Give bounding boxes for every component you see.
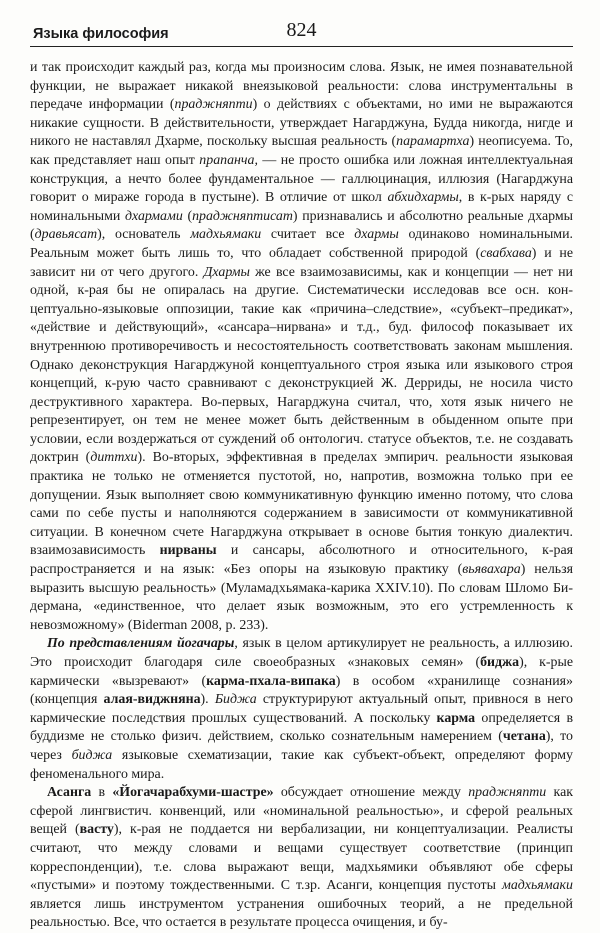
- emphasized-term: Дхармы: [203, 264, 250, 280]
- emphasized-term: абхидхармы: [387, 190, 459, 206]
- text-run: и так происходит каждый раз, когда мы произносим слова. Язык, не имея познавательной функции, не выражает никакой внеязыковой реальности: слова инструментальны в передаче информации (: [30, 60, 573, 113]
- paragraph: [30, 635, 573, 784]
- body-text: [30, 59, 573, 933]
- text-run: ) признавались и абсолютно реальные дхармы (: [30, 208, 573, 243]
- emphasized-term: четана: [502, 729, 546, 745]
- text-run: структурируют актуальный опыт, привнося в него кармические последствия прошлых существований. А поскольку: [30, 692, 574, 726]
- text-run: считает все: [261, 227, 355, 243]
- emphasized-term: «Йогачарабхуми-шастре»: [112, 785, 274, 801]
- text-run: ) в особом «хранилище сознания» (концепция: [30, 673, 573, 708]
- emphasized-term: свабхава: [480, 245, 532, 261]
- text-run: языковые схематизации, такие как субъект-объект, определяют форму феноменального мира.: [30, 747, 573, 782]
- header-rule: [30, 46, 573, 47]
- text-run: ), к-рая не поддается ни вербализации, ни концептуализации. Реалисты считают, что между словами и вещами существует соответствие (принцип корреспонденции), т.е. слова выражают вещи, мадхьямики объявляют обе сферы «пустыми» и поэтому тождественными. С т.зр. Асанги, концепция пустоты: [30, 822, 573, 894]
- emphasized-term: прапанча,: [199, 152, 258, 168]
- emphasized-term: дравьясат: [34, 227, 98, 243]
- emphasized-term: карма: [436, 710, 476, 726]
- emphasized-term: васту: [79, 822, 114, 838]
- text-run: — не просто ошибка или ложная интеллектуальная конструкция, а нечто более фундаментальное — галлюцинация, иллюзия (Нагарджуна говорит о мираже города в пустыне). В отличие от школ: [30, 152, 573, 206]
- text-run: является лишь инструментом устранения ошибочных теорий, а не предельной реальностью. Все, что остается в результате процесса очищения, и бу-: [30, 896, 573, 931]
- emphasized-term: вьявахара: [462, 562, 521, 578]
- text-run: ), основатель: [97, 227, 191, 243]
- emphasized-term: алая-виджняна: [103, 692, 201, 708]
- section-title: Языка философия: [33, 26, 169, 42]
- text-run: ), то через: [30, 729, 573, 763]
- emphasized-term: дхармы: [354, 227, 399, 243]
- text-run: ) о действиях с объектами, но ими не выражаются никакие сущности. В действительности, утверждает Нагарджуна, Будда никогда, нигде и никого не наставлял Дхарме, поскольку высшая реальность (: [30, 97, 573, 150]
- text-run: ) неописуема. То, как представляет наш опыт: [30, 134, 573, 168]
- emphasized-term: праджняптисат: [192, 208, 293, 224]
- emphasized-term: биджа: [480, 655, 520, 670]
- text-run: (: [182, 208, 193, 224]
- text-run: , в к-рых наряду с номинальными: [30, 190, 573, 224]
- emphasized-term: нирваны: [159, 543, 217, 559]
- text-run: ). Во-вторых, эффективная в пределах эмпирич. реальности языковая практика не только не отменяется пустотой, но, напротив, возможна только при ее допущении. Язык выполняет свою коммуникативную функцию именно потому, что слова сами по себе пусты и наполняются содержанием в зависимости от коммуникативной ситуации. В конечном счете Нагарджуна открывает в основе бытия тонкую диалектич. взаимозависимость: [30, 450, 573, 559]
- running-head: [30, 0, 573, 50]
- emphasized-term: мадхьямаки: [190, 227, 262, 243]
- emphasized-term: парамартха: [396, 134, 470, 150]
- text-run: же все взаимозависимы, как и концепции — нет ни одной, к-рая бы не опиралась на другие. Систематически исследовав все осн. концептуально-языковые оппозиции, такие как «причина–следствие», «субъект–предикат», «действие и действующий», «сансара–нирвана» и т.д., буд. философ показывает их внутреннюю противоречивость и несостоятельность соответствовать законам мышления. Однако деконструкция Нагарджуной концептуального строя языка или языкового строя концепций, к-рую часто сравнивают с деконструкцией Ж. Дерриды, не носила чисто деструктивного характера. Во-первых, Нагарджуна считал, что, хотя язык ничего не репрезентирует, он тем не менее может быть действенным в обыденном опыте при условии, если воздержаться от суждений об онтологич. статусе объектов, т.е. не создавать доктрин (: [30, 264, 573, 466]
- text-run: ) и не зависит ни от чего другого.: [30, 245, 574, 280]
- text-run: обсуждает отношение между: [273, 785, 469, 801]
- text-run: ), к-рые кармически «вызревают» (: [30, 655, 574, 689]
- page-number: 824: [286, 19, 317, 41]
- text-run: и сансары, абсолютного и относительного, к-рая распространяется и на язык: «Без опоры на языковую практику (: [30, 543, 574, 578]
- text-run: в: [91, 785, 113, 801]
- emphasized-term: биджа: [71, 747, 113, 763]
- paragraph: [30, 59, 573, 635]
- emphasized-term: карма-пхала-випака: [206, 673, 336, 689]
- text-run: определяется в буддизме не столько физич. действием, сколько сознательным намерением (: [30, 710, 574, 745]
- emphasized-term: праджняпти: [174, 97, 253, 113]
- emphasized-term: Биджа: [214, 692, 257, 708]
- text-run: , язык в целом артикулирует не реальность, а иллюзию. Это происходит благодаря силе своеобразных «знаковых семян» (: [30, 636, 574, 670]
- text-run: как сферой лингвистич. конвенций, или «номинальной реальностью», и сферой реальных вещей (: [30, 785, 573, 838]
- emphasized-term: дхармами: [124, 208, 183, 224]
- emphasized-term: Асанга: [47, 785, 92, 801]
- text-run: одинаково номинальными. Реальным может быть лишь то, что обладает собственной природой (: [30, 227, 574, 261]
- emphasized-term: мадхьямаки: [501, 878, 573, 894]
- emphasized-term: диттхи: [90, 450, 138, 466]
- text-run: ).: [200, 692, 215, 708]
- paragraph: [30, 784, 573, 933]
- emphasized-term: По представлениям йогачары: [47, 636, 235, 652]
- text-run: ) нельзя выразить высшую реальность» (Муламадхьямака-карика XXIV.10). По словам Шломо Бидермана, «единственное, что делает язык возможным, это его устремленность к невозможному» (Biderman 2008, p. 233).: [30, 562, 573, 633]
- emphasized-term: праджняпти: [468, 785, 547, 801]
